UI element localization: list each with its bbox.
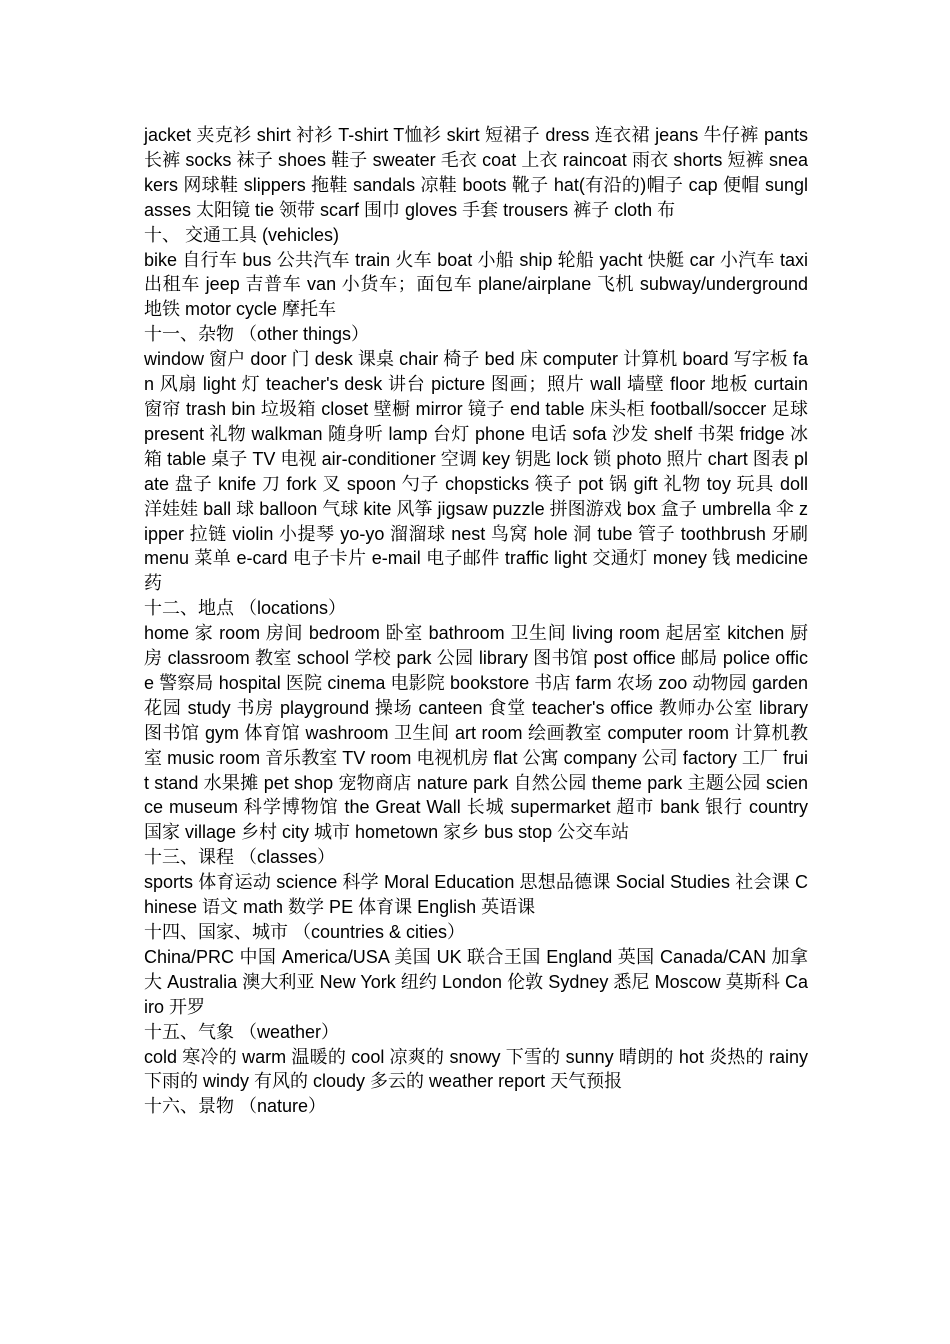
countries-cities-vocabulary-paragraph: China/PRC 中国 America/USA 美国 UK 联合王国 England 英国 Canada/CAN 加拿大 Australia 澳大利亚 New York 纽约 London 伦敦 Sydney 悉尼 Moscow 莫斯科 Cairo 开罗 [144,946,808,1017]
other-things-vocabulary-paragraph: window 窗户 door 门 desk 课桌 chair 椅子 bed 床 computer 计算机 board 写字板 fan 风扇 light 灯 teacher's desk 讲台 picture 图画；照片 wall 墙壁 floor 地板 curtain 窗帘 trash bin 垃圾箱 closet 壁橱 mirror 镜子 end table 床头柜 football/soccer 足球 present 礼物 walkman 随身听 lamp 台灯 phone 电话 sofa 沙发 shelf 书架 fridge 冰箱 table 桌子 TV 电视 air-conditioner 空调 key 钥匙 lock 锁 photo 照片 chart 图表 plate 盘子 knife 刀 fork 叉 spoon 勺子 chopsticks 筷子 pot 锅 gift 礼物 toy 玩具 doll 洋娃娃 ball 球 balloon 气球 kite 风筝 jigsaw puzzle 拼图游戏 box 盒子 umbrella 伞 zipper 拉链 violin 小提琴 yo-yo 溜溜球 nest 鸟窝 hole 洞 tube 管子 toothbrush 牙刷 menu 菜单 e-card 电子卡片 e-mail 电子邮件 traffic light 交通灯 money 钱 medicine 药 [144,349,808,594]
section-heading-nature: 十六、景物 （nature） [144,1096,327,1117]
section-heading-weather: 十五、气象 （weather） [144,1021,340,1042]
section-heading-locations: 十二、地点 （locations） [144,598,347,619]
vehicles-vocabulary-paragraph: bike 自行车 bus 公共汽车 train 火车 boat 小船 ship 轮船 yacht 快艇 car 小汽车 taxi 出租车 jeep 吉普车 van 小货车；面包车 plane/airplane 飞机 subway/underground 地铁 motor cycle 摩托车 [144,249,808,320]
classes-vocabulary-paragraph: sports 体育运动 science 科学 Moral Education 思想品德课 Social Studies 社会课 Chinese 语文 math 数学 PE 体育课 English 英语课 [144,872,808,918]
section-heading-other-things: 十一、杂物 （other things） [144,324,370,345]
section-heading-countries-cities: 十四、国家、城市 （countries & cities） [144,922,466,942]
weather-vocabulary-paragraph: cold 寒冷的 warm 温暖的 cool 凉爽的 snowy 下雪的 sunny 晴朗的 hot 炎热的 rainy 下雨的 windy 有风的 cloudy 多云的 weather report 天气预报 [144,1046,808,1092]
section-heading-classes: 十三、课程 （classes） [144,847,336,868]
section-heading-vehicles: 十、 交通工具 (vehicles) [144,224,340,245]
clothing-vocabulary-paragraph: jacket 夹克衫 shirt 衬衫 T-shirt T恤衫 skirt 短裙子 dress 连衣裙 jeans 牛仔裤 pants 长裤 socks 袜子 shoes 鞋子 sweater 毛衣 coat 上衣 raincoat 雨衣 shorts 短裤 sneakers 网球鞋 slippers 拖鞋 sandals 凉鞋 boots 靴子 hat(有沿的)帽子 cap 便帽 sunglasses 太阳镜 tie 领带 scarf 围巾 gloves 手套 trousers 裤子 cloth 布 [144,125,808,220]
locations-vocabulary-paragraph: home 家 room 房间 bedroom 卧室 bathroom 卫生间 living room 起居室 kitchen 厨房 classroom 教室 school 学校 park 公园 library 图书馆 post office 邮局 police office 警察局 hospital 医院 cinema 电影院 bookstore 书店 farm 农场 zoo 动物园 garden 花园 study 书房 playground 操场 canteen 食堂 teacher's office 教师办公室 library 图书馆 gym 体育馆 washroom 卫生间 art room 绘画教室 computer room 计算机教室 music room 音乐教室 TV room 电视机房 flat 公寓 company 公司 factory 工厂 fruit stand 水果摊 pet shop 宠物商店 nature park 自然公园 theme park 主题公园 science museum 科学博物馆 the Great Wall 长城 supermarket 超市 bank 银行 country 国家 village 乡村 city 城市 hometown 家乡 bus stop 公交车站 [144,623,808,843]
document-page [144,123,808,1119]
